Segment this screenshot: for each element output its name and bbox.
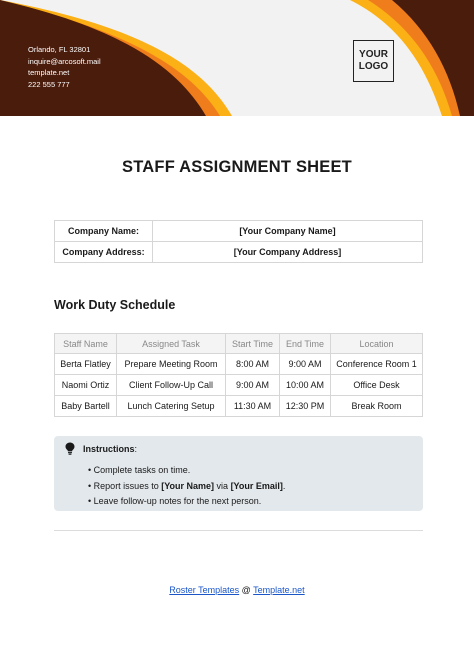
cell-staff-name: Baby Bartell [55,396,117,417]
contact-website: template.net [28,68,70,77]
divider [54,530,423,531]
column-header-assigned-task: Assigned Task [117,334,226,354]
instruction-email-placeholder: [Your Email] [230,480,283,491]
logo-line-1: YOUR [359,49,388,60]
instructions-title-text: Instructions [83,444,135,454]
cell-start-time: 8:00 AM [226,354,280,375]
column-header-end-time: End Time [280,334,331,354]
cell-location: Office Desk [331,375,423,396]
template-net-link[interactable]: Template.net [253,585,305,595]
instruction-text-suffix: . [282,480,286,491]
cell-end-time: 10:00 AM [280,375,331,396]
company-name-row [55,221,423,242]
company-address-row [55,242,423,263]
logo-line-2: LOGO [358,61,389,72]
page-title: STAFF ASSIGNMENT SHEET [122,158,352,176]
instruction-text-prefix: Report issues to [93,480,162,491]
company-name-value[interactable]: [Your Company Name] [153,221,423,242]
instruction-text: Leave follow-up notes for the next person. [93,496,262,506]
company-logo [353,40,394,82]
company-address-value[interactable]: [Your Company Address] [153,242,423,263]
instructions-title [83,444,137,454]
instructions-title-colon: : [134,444,138,454]
list-item [88,479,285,495]
contact-address: Orlando, FL 32801 [28,45,91,54]
cell-assigned-task: Client Follow-Up Call [117,375,226,396]
column-header-location: Location [331,334,423,354]
instruction-text: Complete tasks on time. [93,465,191,475]
cell-location: Conference Room 1 [331,354,423,375]
cell-location: Break Room [331,396,423,417]
cell-end-time: 12:30 PM [280,396,331,417]
roster-templates-link[interactable]: Roster Templates [169,585,240,595]
bullet: • [88,496,92,506]
cell-assigned-task: Prepare Meeting Room [117,354,226,375]
cell-end-time: 9:00 AM [280,354,331,375]
table-row [55,354,423,375]
contact-info [28,44,101,90]
column-header-staff-name: Staff Name [55,334,117,354]
contact-email: inquire@arcosoft.mail [28,56,101,66]
company-address-label: Company Address: [55,242,153,263]
column-header-start-time: Start Time [226,334,280,354]
cell-start-time: 11:30 AM [226,396,280,417]
cell-start-time: 9:00 AM [226,375,280,396]
lightbulb-icon [65,442,75,455]
table-row [55,375,423,396]
instruction-name-placeholder: [Your Name] [161,480,215,491]
company-name-label: Company Name: [55,221,153,242]
table-row [55,396,423,417]
list-item [88,494,285,510]
instructions-list [88,463,285,510]
bullet: • [88,465,92,475]
instructions-box [54,436,423,511]
cell-staff-name: Naomi Ortiz [55,375,117,396]
cell-staff-name: Berta Flatley [55,354,117,375]
list-item [88,463,285,479]
header-banner [0,0,474,116]
footer [0,585,474,595]
bullet: • [88,480,92,491]
footer-separator: @ [239,585,254,595]
instruction-text-mid: via [214,480,231,491]
schedule-heading: Work Duty Schedule [54,298,176,312]
table-header-row [55,334,423,354]
work-duty-schedule-table [54,333,423,417]
cell-assigned-task: Lunch Catering Setup [117,396,226,417]
contact-phone: 222 555 777 [28,79,70,89]
company-info-table [54,220,423,263]
